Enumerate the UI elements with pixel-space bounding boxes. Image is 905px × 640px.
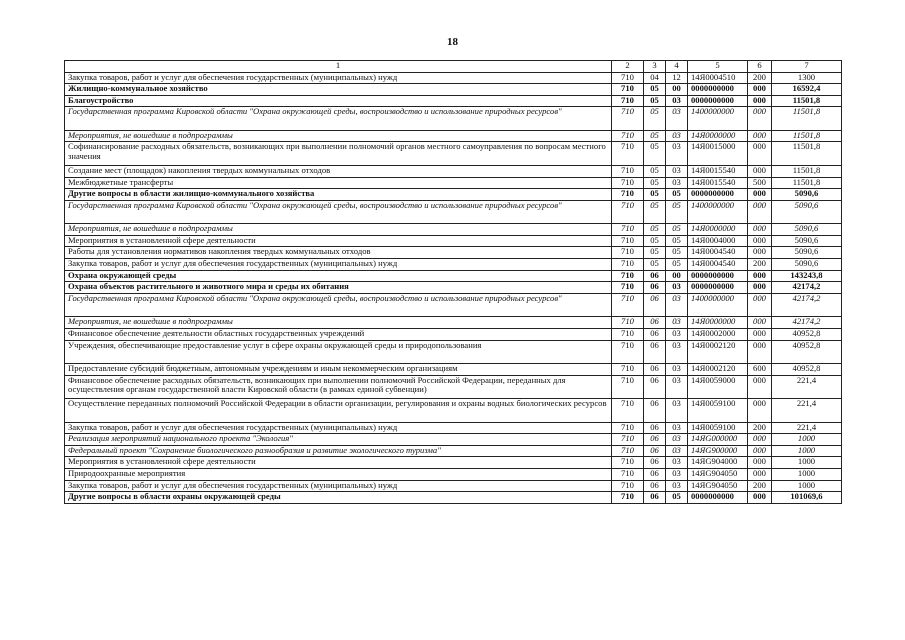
row-expense-type-cell: 000 — [748, 270, 772, 282]
row-section-cell: 06 — [644, 468, 666, 480]
row-subsection-cell: 00 — [666, 84, 688, 96]
row-subsection-cell: 03 — [666, 375, 688, 399]
row-expense-type-cell: 000 — [748, 399, 772, 423]
row-amount-cell: 1300 — [772, 72, 842, 84]
row-code-cell: 710 — [612, 130, 644, 142]
row-name-cell: Софинансирование расходных обязательств, возникающих при выполнении полномочий органов местного самоуправления по вопросам местного значения — [65, 142, 612, 166]
row-subsection-cell: 05 — [666, 492, 688, 504]
row-expense-type-cell: 000 — [748, 340, 772, 364]
row-target-article-cell: 14Я0004540 — [688, 247, 748, 259]
table-row — [65, 434, 842, 446]
row-section-cell: 05 — [644, 107, 666, 131]
row-name-cell: Закупка товаров, работ и услуг для обеспечения государственных (муниципальных) нужд — [65, 480, 612, 492]
row-name-cell: Мероприятия, не вошедшие в подпрограммы — [65, 130, 612, 142]
row-amount-cell: 40952,8 — [772, 364, 842, 376]
row-section-cell: 06 — [644, 422, 666, 434]
row-subsection-cell: 05 — [666, 200, 688, 224]
row-name-cell: Другие вопросы в области охраны окружающей среды — [65, 492, 612, 504]
row-name-cell: Государственная программа Кировской области "Охрана окружающей среды, воспроизводство и использование природных ресурсов" — [65, 200, 612, 224]
row-code-cell: 710 — [612, 224, 644, 236]
row-code-cell: 710 — [612, 247, 644, 259]
row-target-article-cell: 0000000000 — [688, 189, 748, 201]
row-target-article-cell: 0000000000 — [688, 270, 748, 282]
row-code-cell: 710 — [612, 340, 644, 364]
row-section-cell: 05 — [644, 177, 666, 189]
table-row — [65, 282, 842, 294]
row-subsection-cell: 00 — [666, 270, 688, 282]
row-expense-type-cell: 500 — [748, 177, 772, 189]
row-subsection-cell: 03 — [666, 434, 688, 446]
row-expense-type-cell: 000 — [748, 235, 772, 247]
row-name-cell: Осуществление переданных полномочий Российской Федерации в области организации, регулирования и охраны водных биологических ресурсов — [65, 399, 612, 423]
row-amount-cell: 101069,6 — [772, 492, 842, 504]
row-expense-type-cell: 000 — [748, 434, 772, 446]
row-subsection-cell: 03 — [666, 480, 688, 492]
row-code-cell: 710 — [612, 445, 644, 457]
row-expense-type-cell: 000 — [748, 142, 772, 166]
row-subsection-cell: 05 — [666, 224, 688, 236]
row-code-cell: 710 — [612, 282, 644, 294]
table-header-row — [65, 61, 842, 73]
row-name-cell: Федеральный проект "Сохранение биологического разнообразия и развитие экологического туризма" — [65, 445, 612, 457]
row-section-cell: 05 — [644, 130, 666, 142]
row-amount-cell: 11501,8 — [772, 107, 842, 131]
row-target-article-cell: 0000000000 — [688, 492, 748, 504]
row-expense-type-cell: 000 — [748, 95, 772, 107]
row-amount-cell: 42174,2 — [772, 293, 842, 317]
table-row — [65, 107, 842, 131]
row-expense-type-cell: 000 — [748, 130, 772, 142]
table-row — [65, 142, 842, 166]
table-row — [65, 200, 842, 224]
row-expense-type-cell: 000 — [748, 107, 772, 131]
row-section-cell: 05 — [644, 259, 666, 271]
row-expense-type-cell: 000 — [748, 457, 772, 469]
table-row — [65, 317, 842, 329]
row-amount-cell: 221,4 — [772, 399, 842, 423]
row-code-cell: 710 — [612, 259, 644, 271]
row-section-cell: 05 — [644, 247, 666, 259]
row-target-article-cell: 14Я0002120 — [688, 364, 748, 376]
row-subsection-cell: 05 — [666, 235, 688, 247]
header-cell: 1 — [65, 61, 612, 73]
row-target-article-cell: 14Я0004510 — [688, 72, 748, 84]
row-section-cell: 05 — [644, 235, 666, 247]
row-section-cell: 06 — [644, 270, 666, 282]
row-section-cell: 06 — [644, 480, 666, 492]
row-subsection-cell: 03 — [666, 422, 688, 434]
row-target-article-cell: 14ЯG904050 — [688, 468, 748, 480]
row-expense-type-cell: 000 — [748, 328, 772, 340]
row-subsection-cell: 03 — [666, 130, 688, 142]
row-expense-type-cell: 000 — [748, 247, 772, 259]
row-code-cell: 710 — [612, 480, 644, 492]
row-code-cell: 710 — [612, 492, 644, 504]
table-row — [65, 224, 842, 236]
row-subsection-cell: 03 — [666, 364, 688, 376]
table-row — [65, 270, 842, 282]
row-name-cell: Мероприятия в установленной сфере деятельности — [65, 235, 612, 247]
row-expense-type-cell: 200 — [748, 480, 772, 492]
row-section-cell: 06 — [644, 399, 666, 423]
row-code-cell: 710 — [612, 328, 644, 340]
row-target-article-cell: 14Я0059000 — [688, 375, 748, 399]
row-name-cell: Финансовое обеспечение деятельности областных государственных учреждений — [65, 328, 612, 340]
row-target-article-cell: 0000000000 — [688, 282, 748, 294]
row-section-cell: 06 — [644, 434, 666, 446]
row-section-cell: 06 — [644, 340, 666, 364]
row-code-cell: 710 — [612, 457, 644, 469]
row-subsection-cell: 03 — [666, 95, 688, 107]
row-section-cell: 06 — [644, 364, 666, 376]
table-row — [65, 480, 842, 492]
row-subsection-cell: 05 — [666, 247, 688, 259]
row-code-cell: 710 — [612, 72, 644, 84]
row-target-article-cell: 14ЯG900000 — [688, 445, 748, 457]
table-row — [65, 340, 842, 364]
row-target-article-cell: 14Я0004000 — [688, 235, 748, 247]
row-code-cell: 710 — [612, 364, 644, 376]
row-code-cell: 710 — [612, 399, 644, 423]
row-name-cell: Финансовое обеспечение расходных обязательств, возникающих при выполнении полномочий Российской Федерации, переданных для осуществления органам государственной власти Кировской области (в рамках единой субвенции) — [65, 375, 612, 399]
row-section-cell: 06 — [644, 328, 666, 340]
table-row — [65, 364, 842, 376]
header-cell: 2 — [612, 61, 644, 73]
page-number: 18 — [447, 36, 458, 48]
row-section-cell: 05 — [644, 142, 666, 166]
row-amount-cell: 221,4 — [772, 422, 842, 434]
row-amount-cell: 40952,8 — [772, 328, 842, 340]
row-subsection-cell: 03 — [666, 457, 688, 469]
row-target-article-cell: 14Я0002120 — [688, 340, 748, 364]
row-amount-cell: 5090,6 — [772, 247, 842, 259]
row-amount-cell: 42174,2 — [772, 282, 842, 294]
row-name-cell: Создание мест (площадок) накопления твердых коммунальных отходов — [65, 165, 612, 177]
header-cell: 4 — [666, 61, 688, 73]
table-row — [65, 399, 842, 423]
row-name-cell: Благоустройство — [65, 95, 612, 107]
row-name-cell: Другие вопросы в области жилищно-коммунального хозяйства — [65, 189, 612, 201]
table-row — [65, 293, 842, 317]
row-code-cell: 710 — [612, 422, 644, 434]
row-section-cell: 05 — [644, 224, 666, 236]
header-cell: 5 — [688, 61, 748, 73]
row-section-cell: 06 — [644, 457, 666, 469]
table-row — [65, 247, 842, 259]
row-subsection-cell: 03 — [666, 293, 688, 317]
row-section-cell: 06 — [644, 293, 666, 317]
row-amount-cell: 1000 — [772, 480, 842, 492]
row-target-article-cell: 14Я0000000 — [688, 224, 748, 236]
header-cell: 3 — [644, 61, 666, 73]
row-amount-cell: 16592,4 — [772, 84, 842, 96]
table-row — [65, 130, 842, 142]
row-subsection-cell: 03 — [666, 468, 688, 480]
row-name-cell: Природоохранные мероприятия — [65, 468, 612, 480]
row-target-article-cell: 14Я0059100 — [688, 422, 748, 434]
row-amount-cell: 11501,8 — [772, 95, 842, 107]
table-row — [65, 189, 842, 201]
row-amount-cell: 143243,8 — [772, 270, 842, 282]
row-amount-cell: 1000 — [772, 434, 842, 446]
row-name-cell: Мероприятия, не вошедшие в подпрограммы — [65, 317, 612, 329]
row-section-cell: 05 — [644, 200, 666, 224]
row-section-cell: 05 — [644, 95, 666, 107]
row-expense-type-cell: 000 — [748, 492, 772, 504]
header-cell: 7 — [772, 61, 842, 73]
row-code-cell: 710 — [612, 235, 644, 247]
row-target-article-cell: 14ЯG904000 — [688, 457, 748, 469]
table-row — [65, 492, 842, 504]
row-amount-cell: 5090,6 — [772, 259, 842, 271]
row-subsection-cell: 03 — [666, 165, 688, 177]
row-target-article-cell: 14Я0015540 — [688, 177, 748, 189]
row-name-cell: Охрана окружающей среды — [65, 270, 612, 282]
row-amount-cell: 5090,6 — [772, 189, 842, 201]
row-subsection-cell: 03 — [666, 142, 688, 166]
row-amount-cell: 11501,8 — [772, 165, 842, 177]
row-amount-cell: 5090,6 — [772, 235, 842, 247]
row-subsection-cell: 03 — [666, 445, 688, 457]
table-row — [65, 422, 842, 434]
row-name-cell: Государственная программа Кировской области "Охрана окружающей среды, воспроизводство и использование природных ресурсов" — [65, 293, 612, 317]
row-target-article-cell: 14Я0015000 — [688, 142, 748, 166]
row-target-article-cell: 1400000000 — [688, 200, 748, 224]
table-row — [65, 177, 842, 189]
row-expense-type-cell: 000 — [748, 165, 772, 177]
row-subsection-cell: 05 — [666, 259, 688, 271]
row-target-article-cell: 0000000000 — [688, 95, 748, 107]
row-expense-type-cell: 600 — [748, 364, 772, 376]
row-target-article-cell: 1400000000 — [688, 107, 748, 131]
row-expense-type-cell: 000 — [748, 445, 772, 457]
row-expense-type-cell: 000 — [748, 468, 772, 480]
row-name-cell: Реализация мероприятий национального проекта "Экология" — [65, 434, 612, 446]
row-name-cell: Жилищно-коммунальное хозяйство — [65, 84, 612, 96]
table-row — [65, 468, 842, 480]
row-section-cell: 06 — [644, 492, 666, 504]
row-target-article-cell: 0000000000 — [688, 84, 748, 96]
row-amount-cell: 42174,2 — [772, 317, 842, 329]
row-amount-cell: 11501,8 — [772, 130, 842, 142]
row-subsection-cell: 03 — [666, 177, 688, 189]
table-row — [65, 328, 842, 340]
table-row — [65, 259, 842, 271]
row-expense-type-cell: 000 — [748, 84, 772, 96]
row-subsection-cell: 12 — [666, 72, 688, 84]
row-name-cell: Закупка товаров, работ и услуг для обеспечения государственных (муниципальных) нужд — [65, 72, 612, 84]
row-name-cell: Мероприятия в установленной сфере деятельности — [65, 457, 612, 469]
row-amount-cell: 1000 — [772, 468, 842, 480]
row-code-cell: 710 — [612, 293, 644, 317]
row-name-cell: Учреждения, обеспечивающие предоставление услуг в сфере охраны окружающей среды и природопользования — [65, 340, 612, 364]
row-amount-cell: 1000 — [772, 445, 842, 457]
row-amount-cell: 11501,8 — [772, 142, 842, 166]
row-subsection-cell: 03 — [666, 282, 688, 294]
table-row — [65, 72, 842, 84]
row-target-article-cell: 14Я0059100 — [688, 399, 748, 423]
row-section-cell: 06 — [644, 445, 666, 457]
row-code-cell: 710 — [612, 434, 644, 446]
row-expense-type-cell: 000 — [748, 317, 772, 329]
row-code-cell: 710 — [612, 177, 644, 189]
row-expense-type-cell: 000 — [748, 282, 772, 294]
table-row — [65, 235, 842, 247]
row-amount-cell: 40952,8 — [772, 340, 842, 364]
row-name-cell: Предоставление субсидий бюджетным, автономным учреждениям и иным некоммерческим организациям — [65, 364, 612, 376]
row-subsection-cell: 05 — [666, 189, 688, 201]
row-section-cell: 06 — [644, 282, 666, 294]
row-target-article-cell: 14Я0002000 — [688, 328, 748, 340]
row-target-article-cell: 14Я0015540 — [688, 165, 748, 177]
row-name-cell: Мероприятия, не вошедшие в подпрограммы — [65, 224, 612, 236]
row-code-cell: 710 — [612, 142, 644, 166]
row-name-cell: Работы для установления нормативов накопления твердых коммунальных отходов — [65, 247, 612, 259]
row-amount-cell: 1000 — [772, 457, 842, 469]
row-expense-type-cell: 000 — [748, 200, 772, 224]
row-section-cell: 05 — [644, 189, 666, 201]
row-target-article-cell: 14Я0000000 — [688, 130, 748, 142]
row-code-cell: 710 — [612, 468, 644, 480]
row-subsection-cell: 03 — [666, 340, 688, 364]
row-subsection-cell: 03 — [666, 107, 688, 131]
table-row — [65, 445, 842, 457]
row-amount-cell: 11501,8 — [772, 177, 842, 189]
row-expense-type-cell: 200 — [748, 72, 772, 84]
row-name-cell: Межбюджетные трансферты — [65, 177, 612, 189]
row-amount-cell: 221,4 — [772, 375, 842, 399]
row-target-article-cell: 14ЯG904050 — [688, 480, 748, 492]
row-section-cell: 06 — [644, 375, 666, 399]
row-amount-cell: 5090,6 — [772, 224, 842, 236]
row-target-article-cell: 14Я0004540 — [688, 259, 748, 271]
table-row — [65, 375, 842, 399]
row-section-cell: 06 — [644, 317, 666, 329]
row-name-cell: Закупка товаров, работ и услуг для обеспечения государственных (муниципальных) нужд — [65, 259, 612, 271]
row-code-cell: 710 — [612, 200, 644, 224]
table-row — [65, 457, 842, 469]
row-name-cell: Государственная программа Кировской области "Охрана окружающей среды, воспроизводство и использование природных ресурсов" — [65, 107, 612, 131]
row-code-cell: 710 — [612, 189, 644, 201]
row-expense-type-cell: 000 — [748, 375, 772, 399]
row-section-cell: 05 — [644, 165, 666, 177]
row-subsection-cell: 03 — [666, 399, 688, 423]
row-expense-type-cell: 000 — [748, 224, 772, 236]
table-row — [65, 95, 842, 107]
row-name-cell: Закупка товаров, работ и услуг для обеспечения государственных (муниципальных) нужд — [65, 422, 612, 434]
row-section-cell: 04 — [644, 72, 666, 84]
row-code-cell: 710 — [612, 84, 644, 96]
row-subsection-cell: 03 — [666, 317, 688, 329]
row-target-article-cell: 14Я0000000 — [688, 317, 748, 329]
row-target-article-cell: 1400000000 — [688, 293, 748, 317]
row-code-cell: 710 — [612, 270, 644, 282]
row-code-cell: 710 — [612, 165, 644, 177]
row-name-cell: Охрана объектов растительного и животного мира и среды их обитания — [65, 282, 612, 294]
row-code-cell: 710 — [612, 317, 644, 329]
row-expense-type-cell: 200 — [748, 259, 772, 271]
row-section-cell: 05 — [644, 84, 666, 96]
row-subsection-cell: 03 — [666, 328, 688, 340]
table-row — [65, 84, 842, 96]
budget-table — [64, 60, 842, 504]
header-cell: 6 — [748, 61, 772, 73]
row-code-cell: 710 — [612, 95, 644, 107]
row-expense-type-cell: 000 — [748, 293, 772, 317]
row-expense-type-cell: 200 — [748, 422, 772, 434]
row-target-article-cell: 14ЯG000000 — [688, 434, 748, 446]
row-expense-type-cell: 000 — [748, 189, 772, 201]
row-code-cell: 710 — [612, 375, 644, 399]
table-row — [65, 165, 842, 177]
row-amount-cell: 5090,6 — [772, 200, 842, 224]
row-code-cell: 710 — [612, 107, 644, 131]
